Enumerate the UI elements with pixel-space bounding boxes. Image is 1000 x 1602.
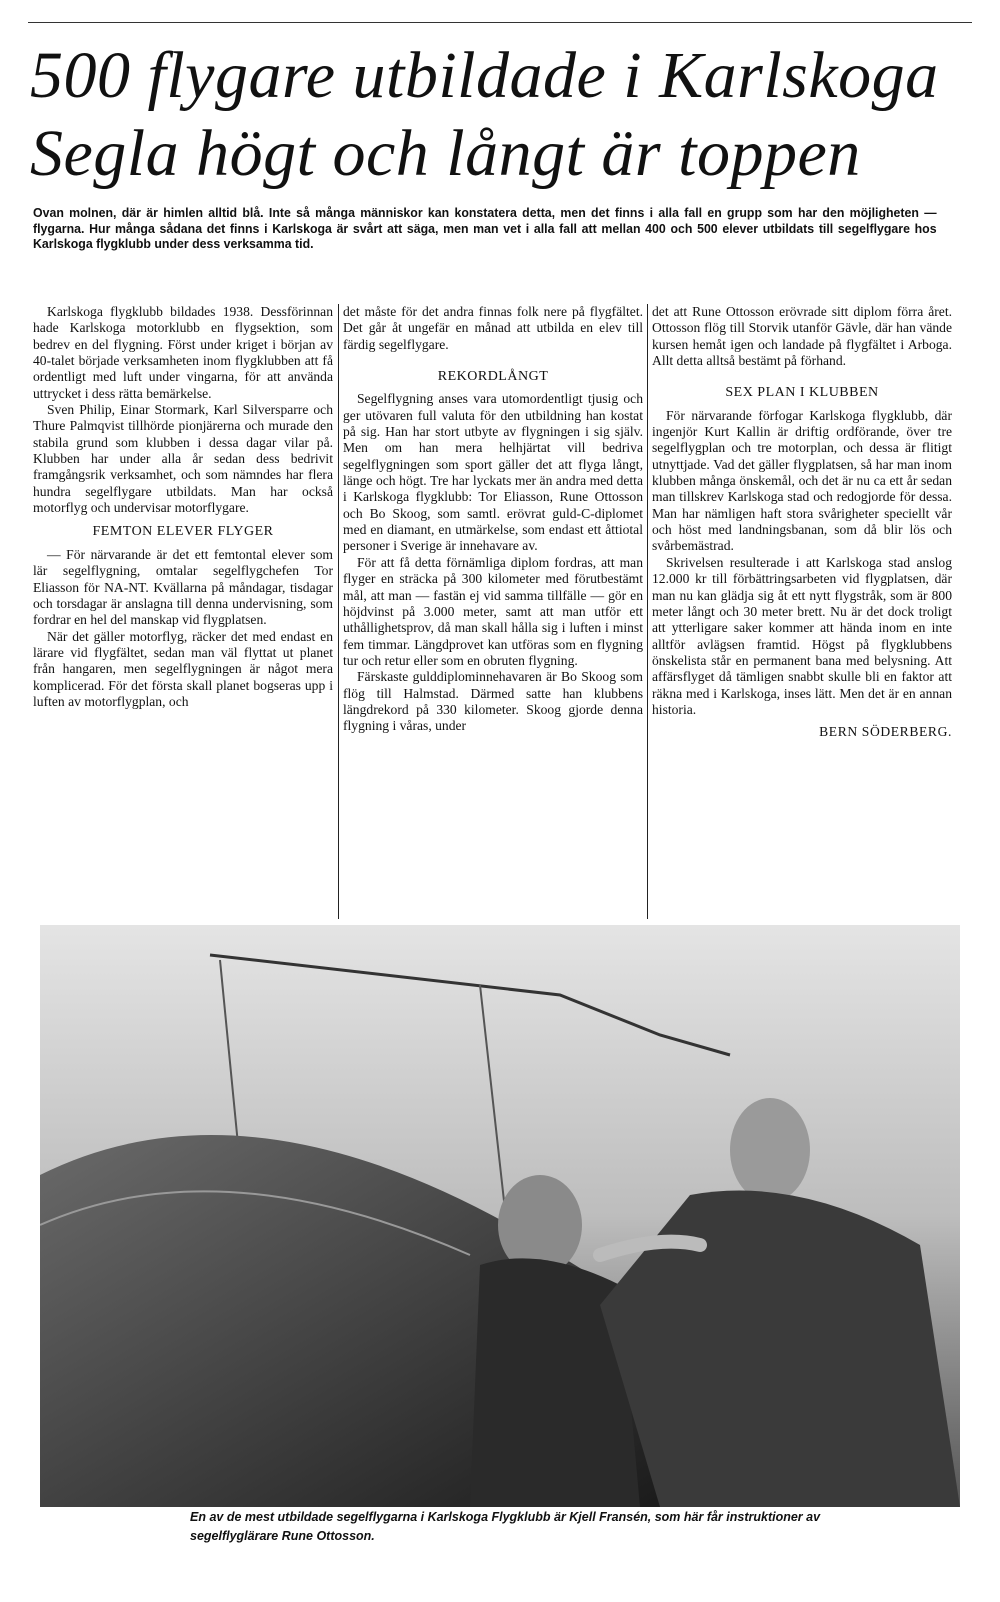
- top-rule: [28, 22, 972, 23]
- paragraph: Segelflygning anses vara utomordentligt tjusig och ger utövaren full valuta för den utbildning han kostat på sig. Han har stort utbyte av flygningen i sig själv. Men om han mera helhjärtat vill bedriva segelflygningen som sport gäller det att flyga långt, länge och högt. Tre har lyckats mer än andra med detta i Karlskoga flygklubb: Tor Eliasson, Rune Ottosson och Bo Skoog, som samtl. erövrat guld-C-diplomet med en diamant, en utmärkelse, som endast ett åttiotal personer i Sverige är innehavare av.: [343, 391, 643, 554]
- paragraph: Sven Philip, Einar Stormark, Karl Silversparre och Thure Palmqvist tillhörde pionjärerna och murade den stabila grund som klubben i dessa dagar vilar på. Klubben har under alla år sedan dess bedrivit framgångsrik verksamhet, och som nämndes har flera hundra segelflygare utbildats. Man har också motorflyg och undervisar motorflygare.: [33, 402, 333, 516]
- photo-glider-instruction: [40, 925, 960, 1507]
- paragraph: För närvarande förfogar Karlskoga flygklubb, där ingenjör Kurt Kallin är driftig ordförande, över tre segelflygplan och tre motorplan, och dessa är flitigt utnyttjade. Vad det gäller flygplatsen, så har man inom klubben många önskemål, och det är nu ca ett år sedan man tillskrev Karlskoga stad och redogjorde för dessa. Man har nämligen haft stora svårigheter speciellt vår och höst med landningsbanan, som då blir lös och svårbemästrad.: [652, 407, 952, 554]
- paragraph: det måste för det andra finnas folk nere på flygfältet. Det går åt ungefär en månad att utbilda en elev till färdig segelflygare.: [343, 304, 643, 352]
- subheading: FEMTON ELEVER FLYGER: [92, 524, 274, 540]
- paragraph: För att få detta förnämliga diplom fordras, att man flyger en sträcka på 300 kilometer med förutbestämt mål, att man — fastän ej vid samma tillfälle — gör en höjdvinst på 3.000 meter, samt att man utför ett uthållighetsprov, då man skall hålla sig i luften i minst fem timmar. Längdprovet kan utföras som en flygning tur och retur eller som en obruten flygning.: [343, 554, 643, 668]
- paragraph: — För närvarande är det ett femtontal elever som lär segelflygning, omtalar segelflygchefen Tor Eliasson för NA-NT. Kvällarna på måndagar, tisdagar och torsdagar är anslagna till denna undervisning, som fordrar en hel del manskap vid flygplatsen.: [33, 546, 333, 628]
- paragraph: När det gäller motorflyg, räcker det med endast en lärare vid flygfältet, sedan man väl flyttat ut planet från hangaren, men segelflygningen är något mera komplicerad. För det första skall planet bogseras upp i luften av motorflygplan, och: [33, 628, 333, 709]
- byline: BERN SÖDERBERG.: [819, 724, 952, 740]
- paragraph: det att Rune Ottosson erövrade sitt diplom förra året. Ottosson flög till Storvik utanför Gävle, där han vände kursen hemåt igen och landade på flygfältet i Arboga. Allt detta alltså bestämt på förhand.: [652, 304, 952, 369]
- article-column-3: [652, 304, 952, 741]
- column-divider: [647, 304, 648, 919]
- article-column-2: [343, 304, 643, 735]
- column-divider: [338, 304, 339, 919]
- subheading: SEX PLAN I KLUBBEN: [725, 385, 879, 401]
- photo-caption: En av de mest utbildade segelflygarna i Karlskoga Flygklubb är Kjell Fransén, som här får instruktioner av segelflyglärare Rune Ottosson.: [190, 1510, 821, 1543]
- headline-line-2: Segla högt och långt är toppen: [30, 117, 861, 190]
- article-column-1: [33, 304, 333, 710]
- headline-line-1: 500 flygare utbildade i Karlskoga: [30, 39, 939, 112]
- subheading: REKORDLÅNGT: [437, 369, 549, 385]
- lead-paragraph: Ovan molnen, där är himlen alltid blå. Inte så många människor kan konstatera detta, men det finns i alla fall en grupp som har den möjligheten — flygarna. Hur många sådana det finns i Karlskoga är svårt att säga, men man vet i alla fall att mellan 400 och 500 elever utbildats till segelflygare hos Karlskoga flygklubb under dess verksamma tid.: [33, 206, 937, 251]
- paragraph: Färskaste gulddiplominnehavaren är Bo Skoog som flög till Halmstad. Därmed satte han klubbens längdrekord på 330 kilometer. Skoog gjorde denna flygning i våras, under: [343, 669, 643, 734]
- paragraph: Skrivelsen resulterade i att Karlskoga stad anslog 12.000 kr till förbättringsarbeten vid flygplatsen, där man nu kan glädja sig åt ett nytt flygstråk, som är 800 meter långt och 30 meter brett. Nu är det dock troligt att ytterligare saker kommer att hända inom en inte alltför avlägsen framtid. Högst på flygklubbens önskelista står en permanent bana med belysning. Att affärsflyget då tämligen snabbt skulle bli en faktor att räkna med i Karlskoga, inses lätt. Men det är en annan historia.: [652, 554, 952, 717]
- paragraph: Karlskoga flygklubb bildades 1938. Dessförinnan hade Karlskoga motorklubb en flygsektion, som bedrev en del flygning. Först under kriget i början av 40-talet började verksamheten inom flygklubben att få ordentligt med luft under vingarna, för att använda uttrycket i dess rätta bemärkelse.: [33, 304, 333, 401]
